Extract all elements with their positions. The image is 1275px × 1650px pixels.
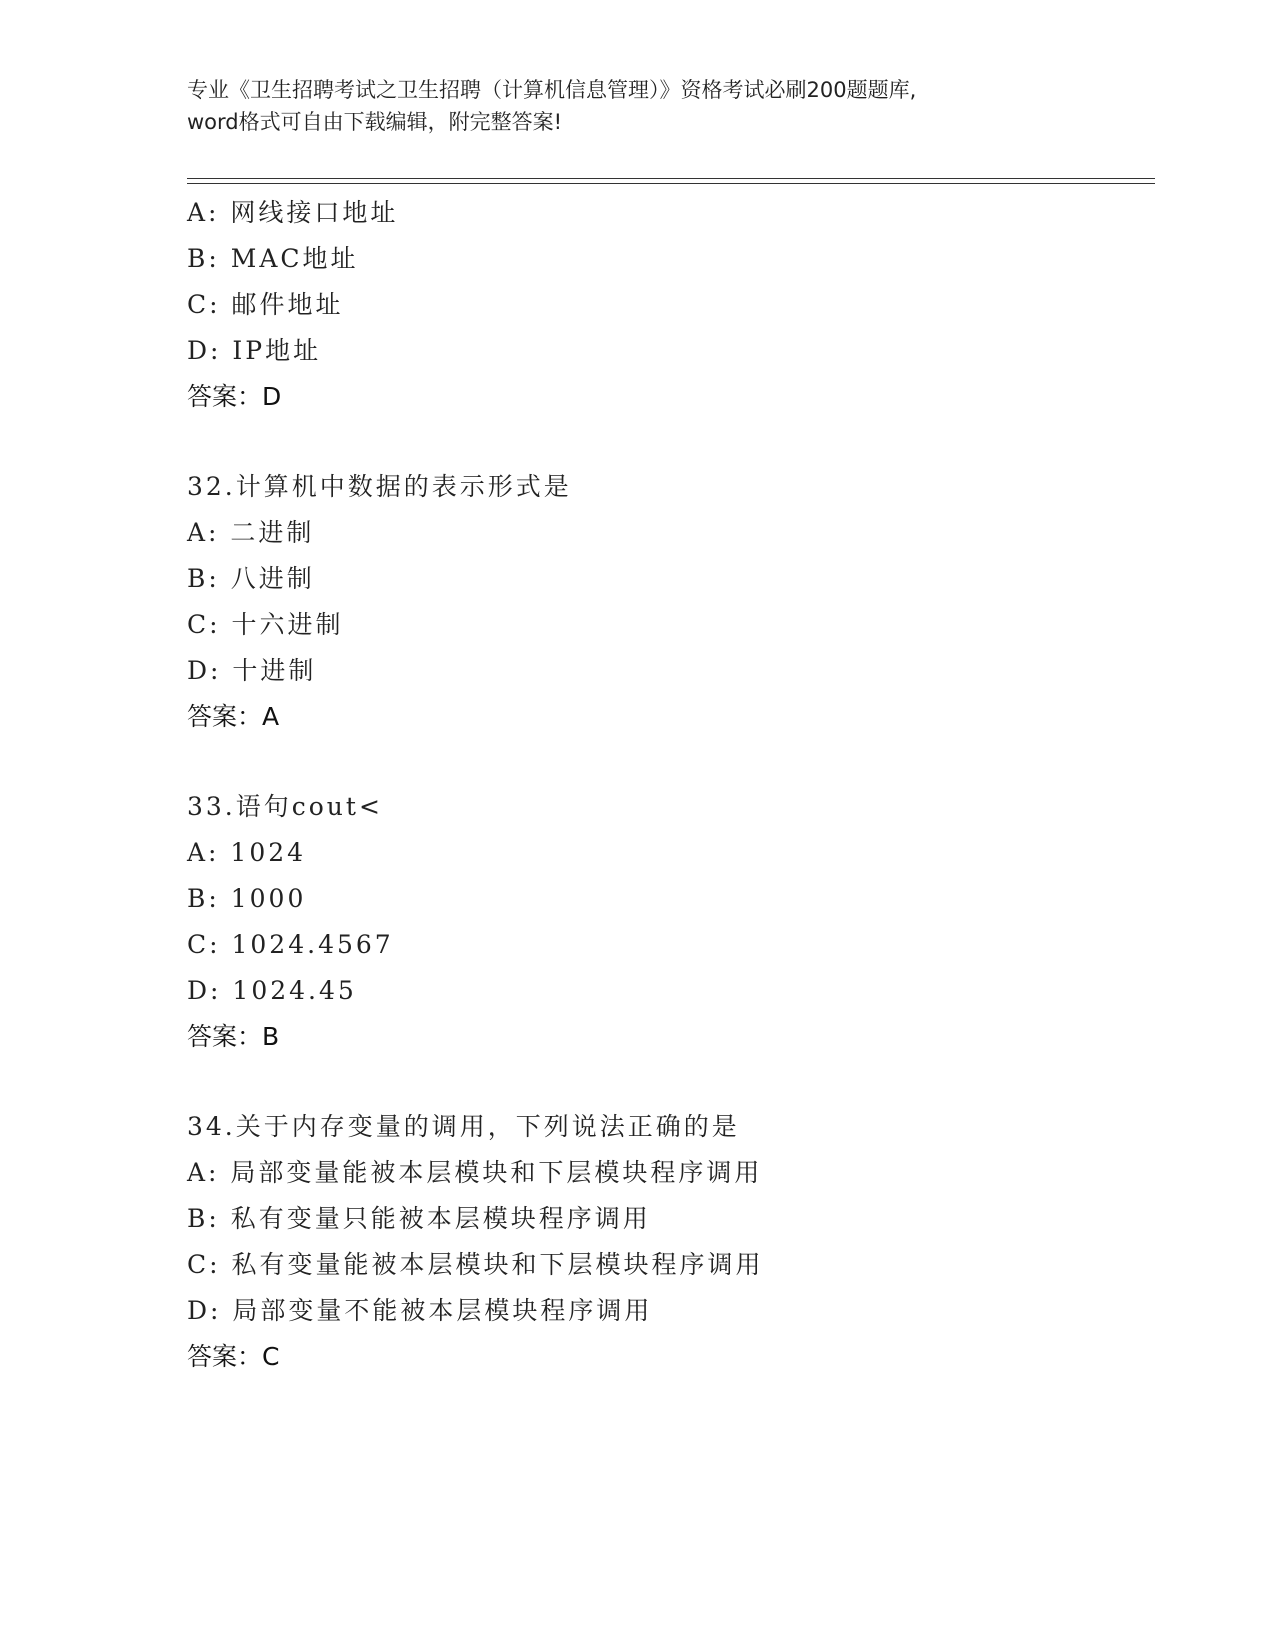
question-spacer (187, 740, 1147, 784)
header-divider-top (187, 178, 1155, 179)
option-c: C: 邮件地址 (187, 290, 344, 319)
answer-text: 答案：B (187, 1022, 280, 1051)
option-c: C: 1024.4567 (187, 930, 394, 959)
answer-text: 答案：D (187, 382, 282, 411)
option-d: D: 1024.45 (187, 976, 357, 1005)
option-a: A: 1024 (187, 838, 307, 867)
question-stem: 34.关于内存变量的调用，下列说法正确的是 (187, 1112, 740, 1141)
answer-text: 答案：A (187, 702, 280, 731)
option-b: B: 八进制 (187, 564, 315, 593)
option-a: A: 网线接口地址 (187, 198, 399, 227)
question-33 (187, 784, 1147, 1060)
option-a: A: 局部变量能被本层模块和下层模块程序调用 (187, 1158, 763, 1187)
option-b: B: 私有变量只能被本层模块程序调用 (187, 1204, 651, 1233)
option-c: C: 十六进制 (187, 610, 344, 639)
question-34 (187, 1104, 1147, 1380)
question-list (187, 190, 1147, 1380)
option-a: A: 二进制 (187, 518, 315, 547)
answer-text: 答案：C (187, 1342, 280, 1371)
option-b: B: 1000 (187, 884, 307, 913)
question-32 (187, 464, 1147, 740)
partial-question (187, 190, 1147, 420)
question-spacer (187, 1060, 1147, 1104)
option-b: B: MAC地址 (187, 244, 359, 273)
option-d: D: 十进制 (187, 656, 317, 685)
header-divider-bottom (187, 183, 1155, 184)
header-title-line: 专业《卫生招聘考试之卫生招聘（计算机信息管理）》资格考试必刷200题题库, (187, 78, 917, 102)
option-d: D: 局部变量不能被本层模块程序调用 (187, 1296, 653, 1325)
header-subtitle-line: word格式可自由下载编辑，附完整答案! (187, 110, 563, 134)
document-header (187, 74, 1087, 138)
question-spacer (187, 420, 1147, 464)
option-c: C: 私有变量能被本层模块和下层模块程序调用 (187, 1250, 764, 1279)
question-stem: 33.语句cout< (187, 792, 383, 821)
option-d: D: IP地址 (187, 336, 322, 365)
question-stem: 32.计算机中数据的表示形式是 (187, 472, 572, 501)
